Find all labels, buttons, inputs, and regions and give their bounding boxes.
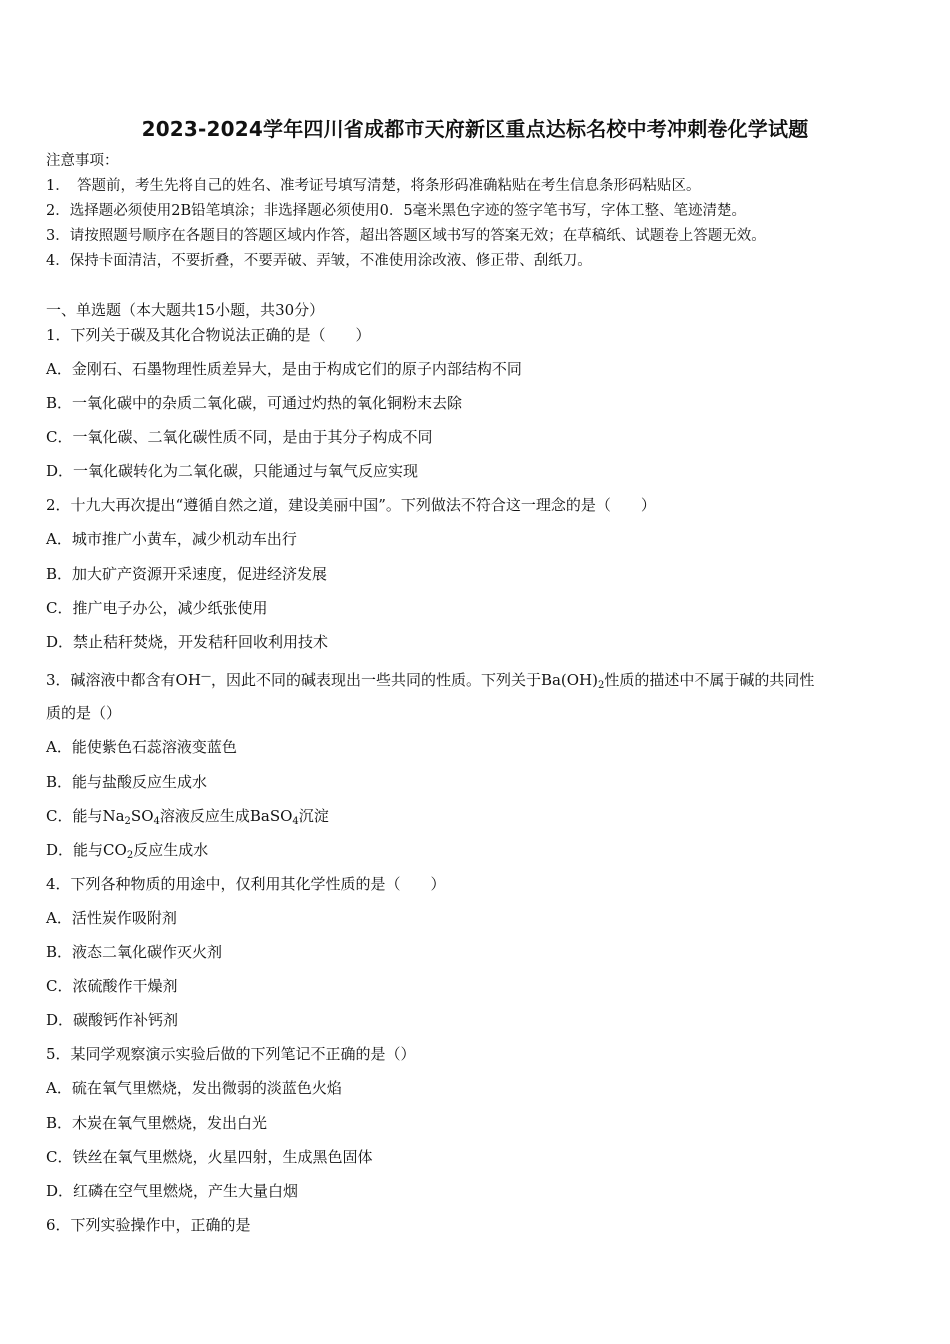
option-d: D．禁止秸秆焚烧，开发秸秆回收利用技术 <box>46 633 329 651</box>
option-b: B．一氧化碳中的杂质二氧化碳，可通过灼热的氧化铜粉末去除 <box>46 394 463 412</box>
option-c <box>46 806 329 826</box>
stem-text: 性质的描述中不属于碱的共同性 <box>604 671 815 689</box>
option-c: C．推广电子办公，减少纸张使用 <box>46 599 268 617</box>
option-c: C．一氧化碳、二氧化碳性质不同，是由于其分子构成不同 <box>46 428 433 446</box>
note-item: 2．选择题必须使用2B铅笔填涂；非选择题必须使用0．5毫米黑色字迹的签字笔书写，字体工整、笔迹清楚。 <box>46 203 747 219</box>
page-title: 2023-2024学年四川省成都市天府新区重点达标名校中考冲刺卷化学试题 <box>141 117 809 141</box>
option-text: C．能与Na <box>46 807 125 825</box>
option-d: D．一氧化碳转化为二氧化碳，只能通过与氧气反应实现 <box>46 462 419 480</box>
note-item: 4．保持卡面清洁，不要折叠，不要弄破、弄皱，不准使用涂改液、修正带、刮纸刀。 <box>46 253 592 269</box>
question-stem-continuation: 质的是（） <box>46 704 122 722</box>
note-item: 3．请按照题号顺序在各题目的答题区域内作答，超出答题区域书写的答案无效；在草稿纸、试题卷上答题无效。 <box>46 228 766 244</box>
option-b: B．液态二氧化碳作灭火剂 <box>46 943 223 961</box>
option-a: A．活性炭作吸附剂 <box>46 909 177 927</box>
note-item: 1． 答题前，考生先将自己的姓名、准考证号填写清楚，将条形码准确粘贴在考生信息条形码粘贴区。 <box>46 178 701 194</box>
section-heading: 一、单选题（本大题共15小题，共30分） <box>46 301 325 319</box>
option-text: 溶液反应生成BaSO <box>159 807 293 825</box>
option-d <box>46 840 208 860</box>
option-d: D．红磷在空气里燃烧，产生大量白烟 <box>46 1182 299 1200</box>
option-a: A．能使紫色石蕊溶液变蓝色 <box>46 738 237 756</box>
option-text: 反应生成水 <box>133 841 209 859</box>
option-a: A．硫在氧气里燃烧，发出微弱的淡蓝色火焰 <box>46 1079 342 1097</box>
subscript: 4 <box>292 816 299 827</box>
stem-text: 3．碱溶液中都含有OH <box>46 671 201 689</box>
superscript: — <box>200 671 211 682</box>
option-text: D．能与CO <box>46 841 127 859</box>
option-text: SO <box>130 807 154 825</box>
option-d: D．碳酸钙作补钙剂 <box>46 1011 179 1029</box>
subscript: 2 <box>124 816 131 827</box>
stem-text: ，因此不同的碱表现出一些共同的性质。下列关于Ba(OH) <box>210 671 598 689</box>
subscript: 4 <box>153 816 160 827</box>
option-c: C．铁丝在氧气里燃烧，火星四射，生成黑色固体 <box>46 1148 373 1166</box>
option-a: A．城市推广小黄车，减少机动车出行 <box>46 530 297 548</box>
question-stem: 2．十九大再次提出“遵循自然之道，建设美丽中国”。下列做法不符合这一理念的是（ ） <box>46 496 656 514</box>
option-b: B．能与盐酸反应生成水 <box>46 773 208 791</box>
subscript: 2 <box>126 850 134 861</box>
option-b: B．木炭在氧气里燃烧，发出白光 <box>46 1114 268 1132</box>
option-text: 沉淀 <box>298 807 329 825</box>
notes-heading: 注意事项： <box>46 153 119 169</box>
question-stem: 1．下列关于碳及其化合物说法正确的是（ ） <box>46 326 371 344</box>
question-stem: 4．下列各种物质的用途中，仅利用其化学性质的是（ ） <box>46 875 446 893</box>
option-c: C．浓硫酸作干燥剂 <box>46 977 178 995</box>
option-a: A．金刚石、石墨物理性质差异大，是由于构成它们的原子内部结构不同 <box>46 360 522 378</box>
question-stem: 6．下列实验操作中，正确的是 <box>46 1216 251 1234</box>
option-b: B．加大矿产资源开采速度，促进经济发展 <box>46 565 328 583</box>
subscript: 2 <box>598 680 605 691</box>
question-stem <box>46 667 814 690</box>
question-stem: 5．某同学观察演示实验后做的下列笔记不正确的是（） <box>46 1045 416 1063</box>
